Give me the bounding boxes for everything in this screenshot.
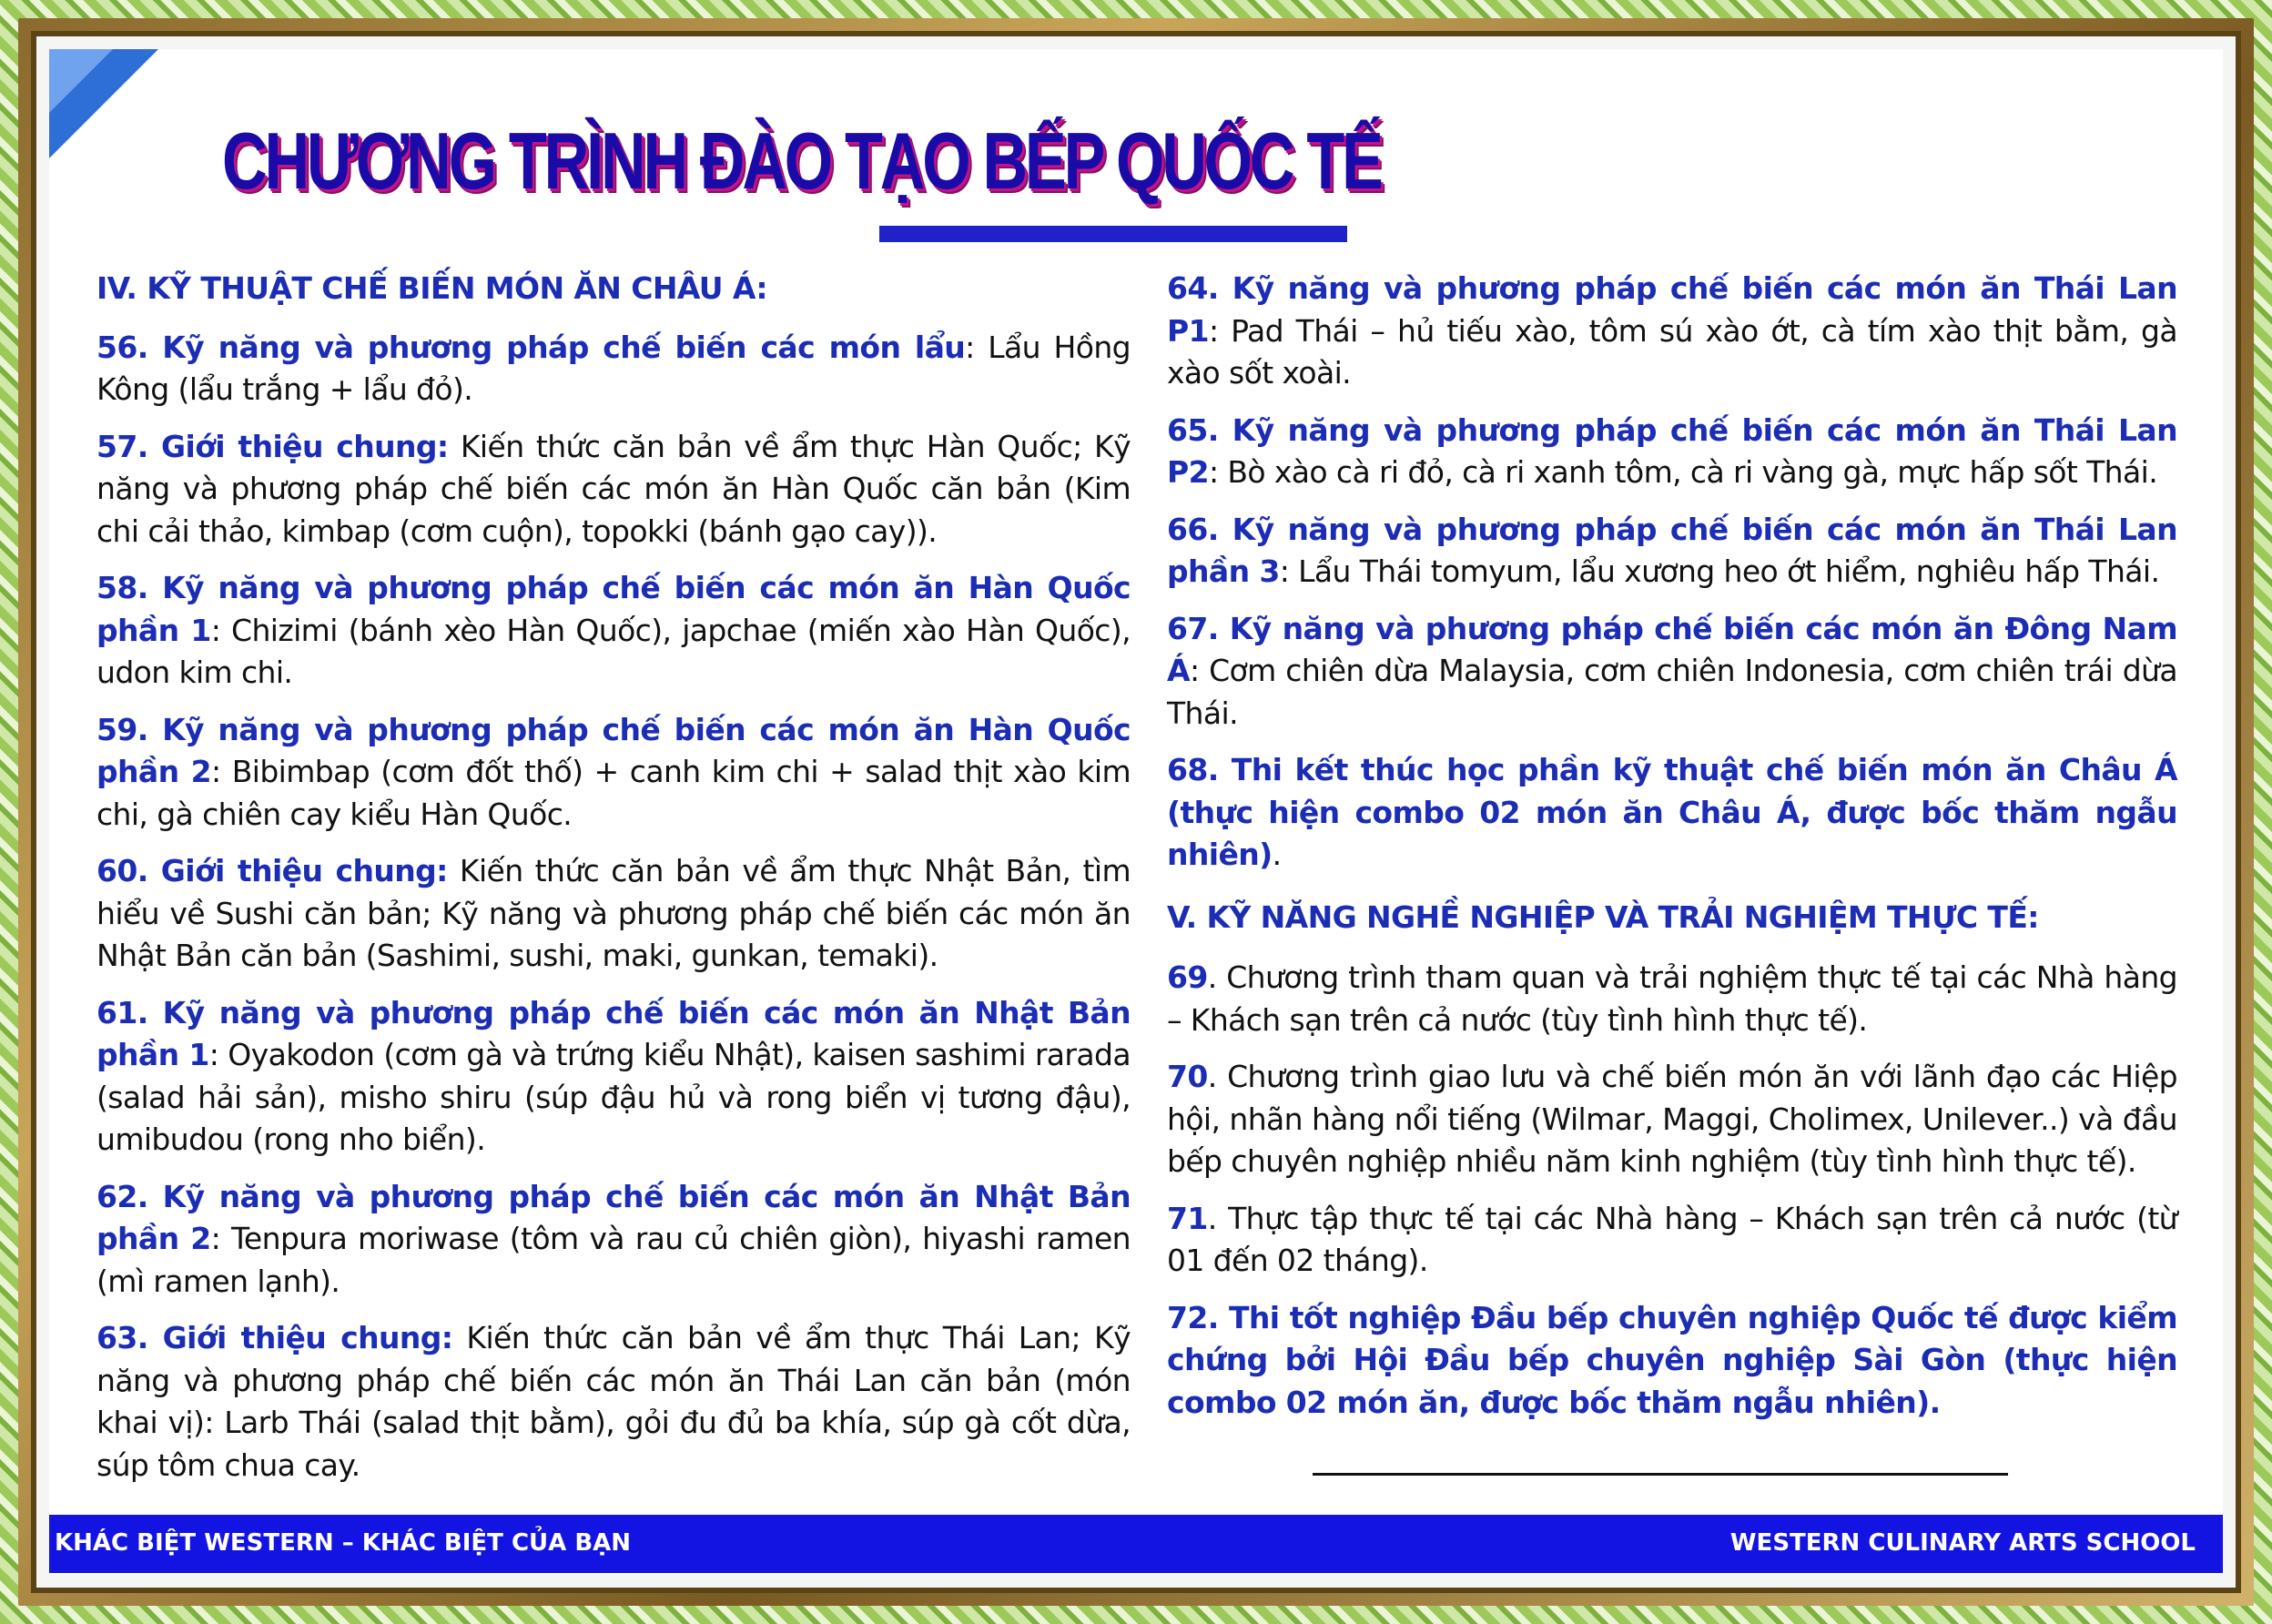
item-body: : Chizimi (bánh xèo Hàn Quốc), japchae (miến xào Hàn Quốc), udon kim chi. [96, 612, 1131, 690]
item-body: Kiến thức căn bản về ẩm thực Nhật Bản, tìm hiểu về Sushi căn bản; Kỹ năng và phương pháp chế biến các món ăn Nhật Bản căn bản (Sashimi, sushi, maki, gunkan, temaki). [96, 853, 1131, 973]
list-item-67 [1167, 608, 2177, 736]
section-title-iv: IV. KỸ THUẬT CHẾ BIẾN MÓN ĂN CHÂU Á: [96, 270, 767, 306]
list-item-59 [96, 709, 1131, 837]
item-heading: 66. Kỹ năng và phương pháp chế biến các món ăn Thái Lan phần 3 [1167, 511, 2177, 589]
list-item-68 [1167, 749, 2177, 877]
item-heading: 67. Kỹ năng và phương pháp chế biến các món ăn Đông Nam Á [1167, 610, 2177, 688]
item-body: : Bibimbap (cơm đốt thố) + canh kim chi + salad thịt xào kim chi, gà chiên cay kiểu Hàn Quốc. [96, 754, 1131, 832]
item-heading: 57. Giới thiệu chung: [96, 428, 449, 464]
item-heading: 68 [1167, 752, 1208, 787]
corner-fold-highlight [49, 49, 113, 113]
item-heading: 69 [1167, 959, 1208, 995]
footer-school-name: WESTERN CULINARY ARTS SCHOOL [1729, 1529, 2196, 1557]
item-body: . Thực tập thực tế tại các Nhà hàng – Khách sạn trên cả nước (từ 01 đến 02 tháng). [1167, 1200, 2177, 1278]
list-item-63 [96, 1317, 1131, 1487]
page [36, 36, 2236, 1588]
item-body: : Oyakodon (cơm gà và trứng kiểu Nhật), kaisen sashimi rarada (salad hải sản), misho shiru (súp đậu hủ và rong biển vị tương đậu), umibudou (rong nho biển). [96, 1037, 1131, 1157]
item-body: : Tenpura moriwase (tôm và rau củ chiên giòn), hiyashi ramen (mì ramen lạnh). [96, 1221, 1131, 1299]
list-item-64 [1167, 268, 2177, 395]
item-heading: 63. Giới thiệu chung: [96, 1320, 453, 1355]
list-item-61 [96, 992, 1131, 1162]
document-content [49, 49, 2223, 1575]
item-heading: 58. Kỹ năng và phương pháp chế biến các món ăn Hàn Quốc phần 1 [96, 570, 1131, 648]
list-item-57 [96, 426, 1131, 553]
item-heading: 56. Kỹ năng và phương pháp chế biến các món lẩu [96, 329, 966, 365]
item-heading: 62. Kỹ năng và phương pháp chế biến các món ăn Nhật Bản phần 2 [96, 1178, 1131, 1256]
list-item-66 [1167, 509, 2177, 594]
footer-slogan: KHÁC BIỆT WESTERN – KHÁC BIỆT CỦA BẠN [55, 1529, 632, 1557]
item-body: . Chương trình tham quan và trải nghiệm thực tế tại các Nhà hàng – Khách sạn trên cả nước (tùy tình hình thực tế). [1167, 959, 2177, 1038]
footer-bar [49, 1515, 2223, 1573]
list-item-56 [96, 327, 1131, 411]
item-heading: 65. Kỹ năng và phương pháp chế biến các món ăn Thái Lan P2 [1167, 411, 2177, 490]
list-item-58 [96, 567, 1131, 695]
item-body: : Lẩu Thái tomyum, lẩu xương heo ớt hiểm, nghiêu hấp Thái. [1279, 553, 2160, 589]
list-item-65 [1167, 410, 2177, 494]
item-body: . Thi kết thúc học phần kỹ thuật chế biến món ăn Châu Á (thực hiện combo 02 món ăn Châu Á, được bốc thăm ngẫu nhiên) [1167, 752, 2177, 872]
item-tail: . [1272, 837, 1282, 872]
item-body: : Lẩu Hồng Kông (lẩu trắng + lẩu đỏ). [96, 329, 1131, 407]
item-body: : Bò xào cà ri đỏ, cà ri xanh tôm, cà ri vàng gà, mực hấp sốt Thái. [1208, 454, 2158, 490]
list-item-60 [96, 850, 1131, 978]
item-heading: 70 [1167, 1059, 1208, 1094]
title-underline-bar [879, 226, 1347, 242]
list-item-69 [1167, 957, 2177, 1041]
section-title-v: V. KỸ NĂNG NGHỀ NGHIỆP VÀ TRẢI NGHIỆM THỰC TẾ: [1167, 898, 2039, 935]
list-item-62 [96, 1176, 1131, 1304]
item-body: : Pad Thái – hủ tiếu xào, tôm sú xào ớt, cà tím xào thịt bằm, gà xào sốt xoài. [1167, 312, 2177, 391]
item-body: Kiến thức căn bản về ẩm thực Hàn Quốc; Kỹ năng và phương pháp chế biến các món ăn Hàn Quốc căn bản (Kim chi cải thảo, kimbap (cơm cuộn), topokki (bánh gạo cay)). [96, 428, 1131, 549]
right-column [1167, 268, 2177, 1438]
item-heading: 71 [1167, 1200, 1208, 1236]
item-heading: 64. Kỹ năng và phương pháp chế biến các món ăn Thái Lan P1 [1167, 270, 2177, 349]
page-title: CHƯƠNG TRÌNH ĐÀO TẠO BẾP QUỐC TẾ [222, 116, 1381, 206]
list-item-72: 72. Thi tốt nghiệp Đầu bếp chuyên nghiệp Quốc tế được kiểm chứng bởi Hội Đầu bếp chuyên nghiệp Sài Gòn (thực hiện combo 02 món ăn, được bốc thăm ngẫu nhiên). [1167, 1299, 2177, 1420]
item-body: : Cơm chiên dừa Malaysia, cơm chiên Indonesia, cơm chiên trái dừa Thái. [1167, 653, 2177, 731]
item-heading: 61. Kỹ năng và phương pháp chế biến các món ăn Nhật Bản phần 1 [96, 994, 1131, 1072]
list-item-71 [1167, 1198, 2177, 1283]
item-heading: 59. Kỹ năng và phương pháp chế biến các món ăn Hàn Quốc phần 2 [96, 711, 1131, 789]
item-body: Kiến thức căn bản về ẩm thực Thái Lan; Kỹ năng và phương pháp chế biến các món ăn Thái Lan căn bản (món khai vị): Larb Thái (salad thịt bằm), gỏi đu đủ ba khía, súp gà cốt dừa, súp tôm chua cay. [96, 1320, 1131, 1483]
list-item-70 [1167, 1056, 2177, 1183]
left-column [96, 268, 1131, 1501]
item-heading: 60. Giới thiệu chung: [96, 853, 448, 888]
item-body: . Chương trình giao lưu và chế biến món ăn với lãnh đạo các Hiệp hội, nhãn hàng nổi tiếng (Wilmar, Maggi, Cholimex, Unilever..) và đầu bếp chuyên nghiệp nhiều năm kinh nghiệm (tùy tình hình thực tế). [1167, 1059, 2177, 1179]
closing-rule [1313, 1473, 2008, 1476]
